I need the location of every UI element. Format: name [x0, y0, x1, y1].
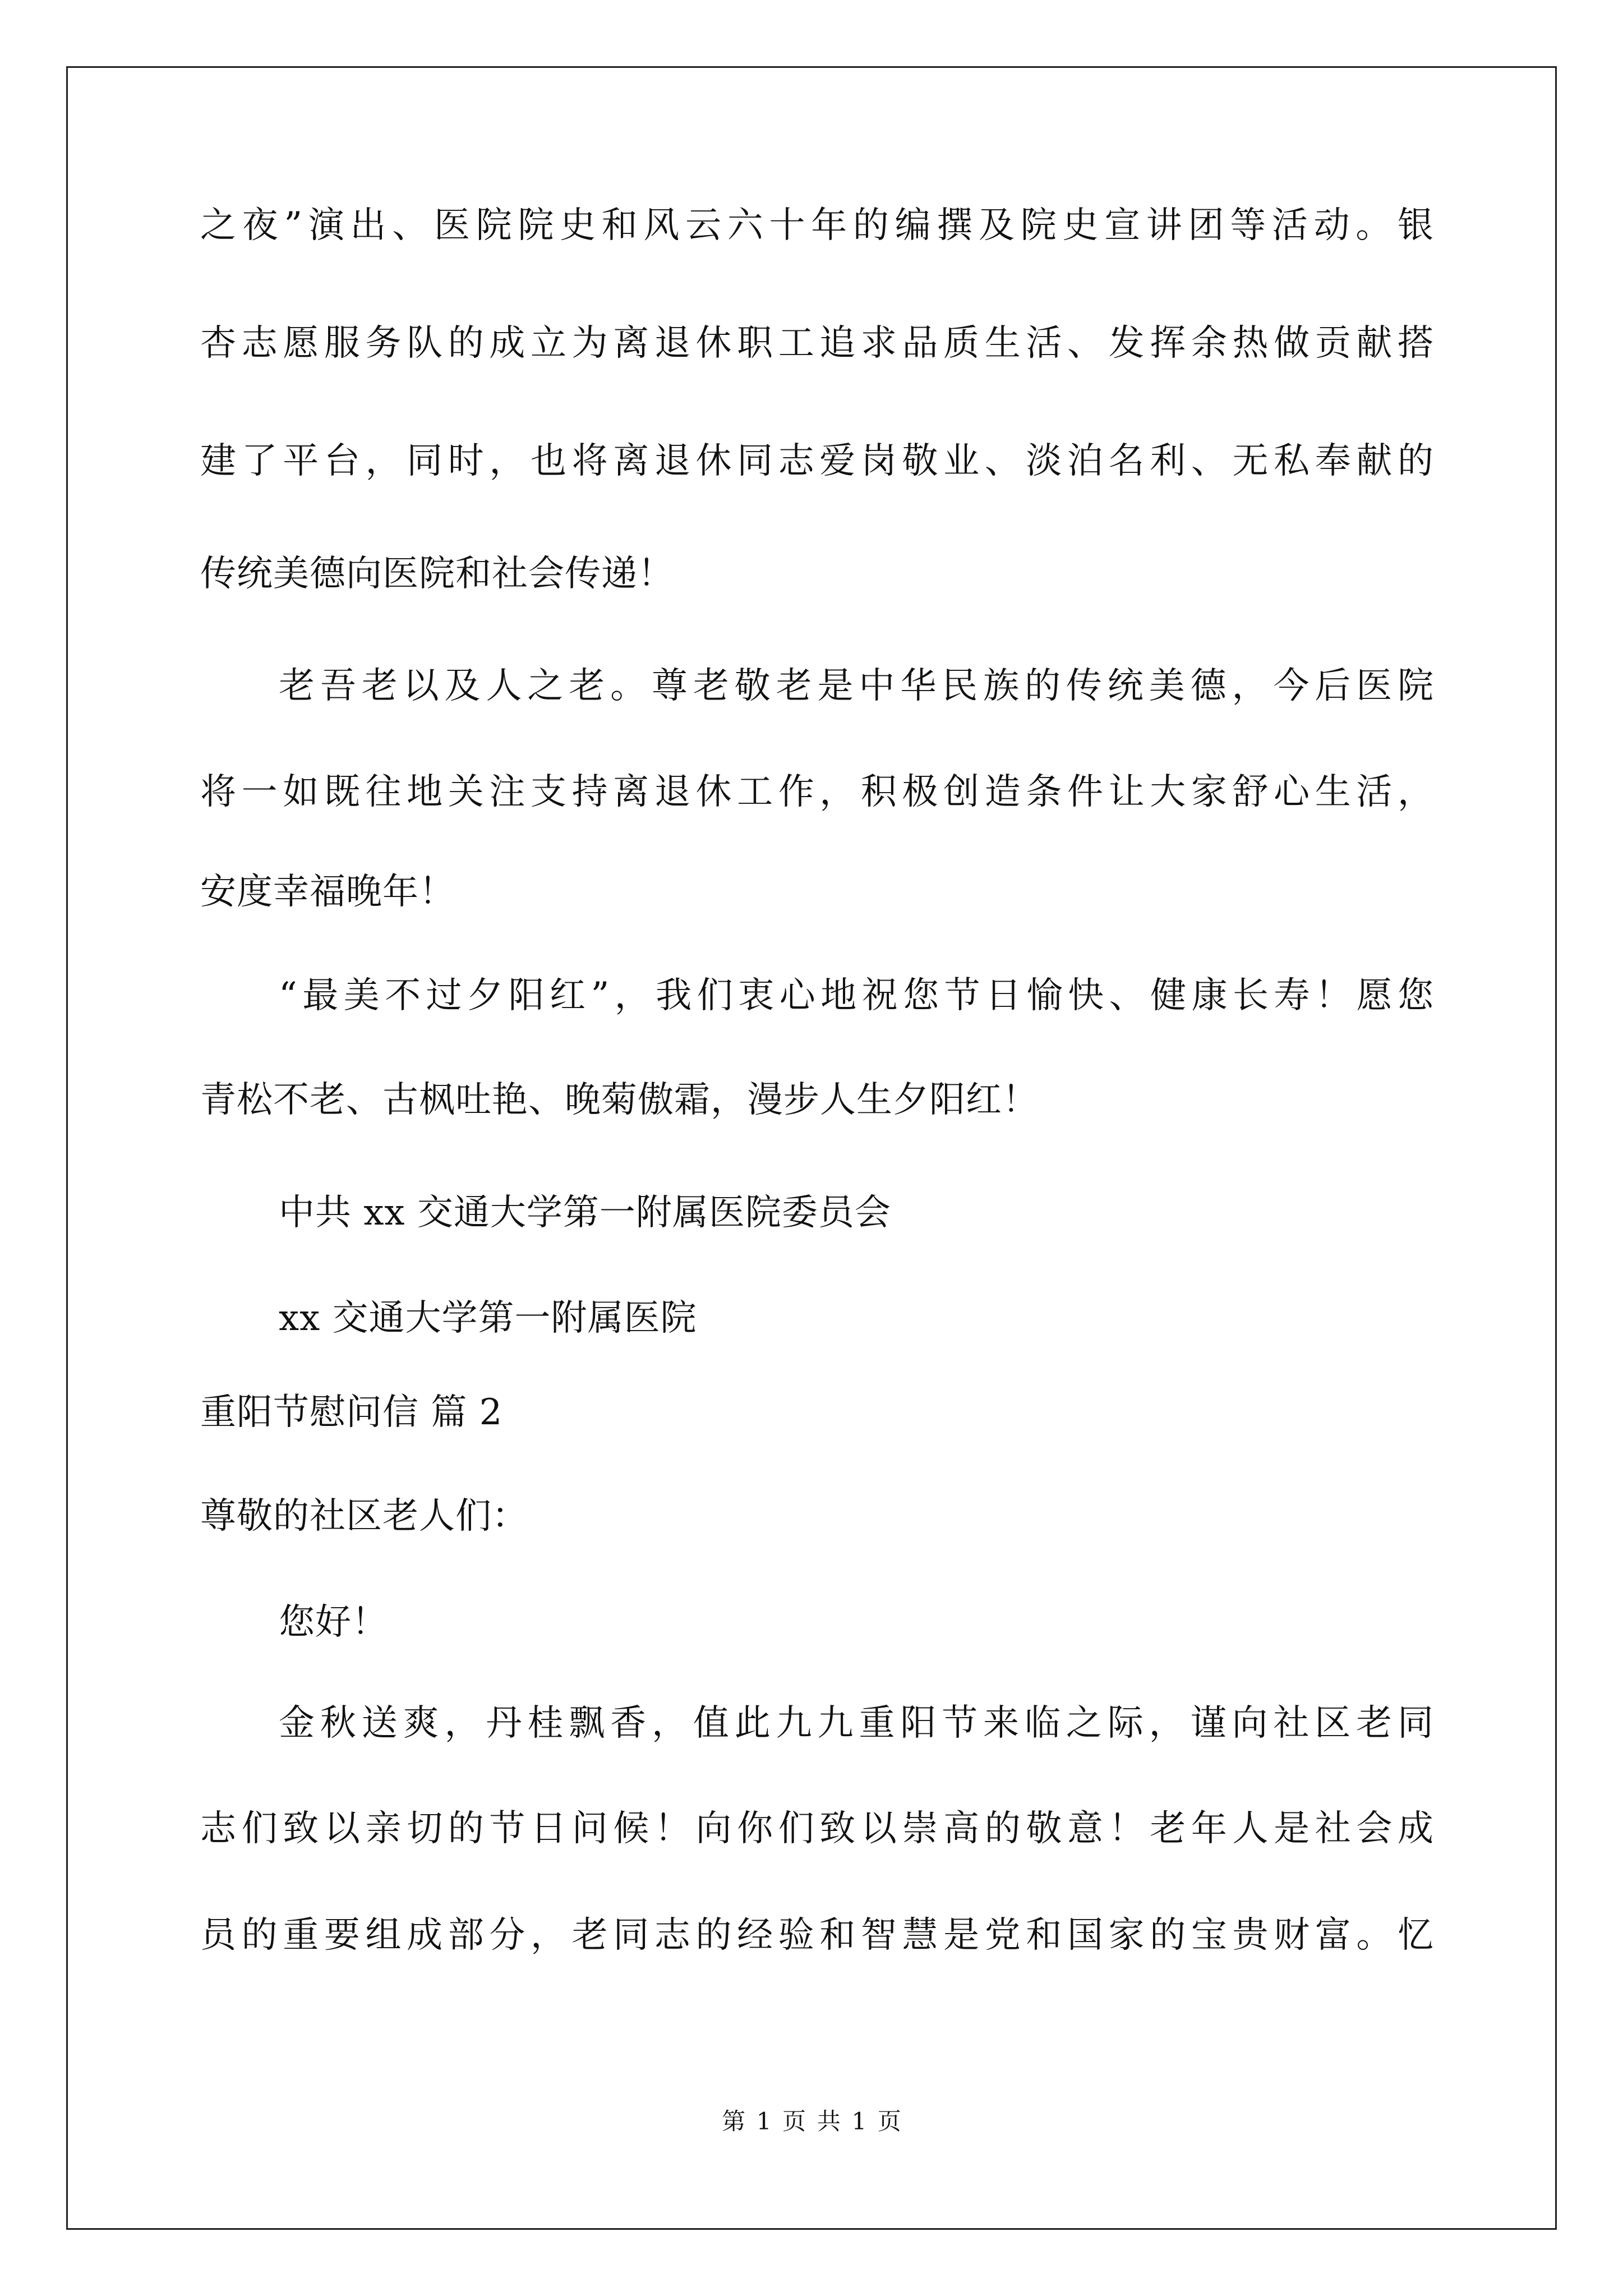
paragraph-line: 员的重要组成部分，老同志的经验和智慧是党和国家的宝贵财富。忆	[200, 1915, 1434, 1956]
signature-hospital: xx 交通大学第一附属医院	[279, 1297, 697, 1339]
paragraph-line: 青松不老、古枫吐艳、晚菊傲霜，漫步人生夕阳红！	[200, 1079, 1039, 1121]
greeting: 您好！	[279, 1602, 388, 1643]
page-border	[66, 66, 1557, 2230]
section-heading: 重阳节慰问信 篇 2	[200, 1392, 503, 1433]
paragraph-line: 老吾老以及人之老。尊老敬老是中华民族的传统美德，今后医院	[279, 665, 1434, 707]
paragraph-line: 将一如既往地关注支持离退休工作，积极创造条件让大家舒心生活，	[200, 771, 1434, 813]
paragraph-line: 建了平台，同时，也将离退休同志爱岗敬业、淡泊名利、无私奉献的	[200, 440, 1434, 482]
paragraph-line: 之夜”演出、医院院史和风云六十年的编撰及院史宣讲团等活动。银	[200, 205, 1434, 246]
paragraph-line: 志们致以亲切的节日问候！向你们致以崇高的敬意！老年人是社会成	[200, 1808, 1434, 1849]
paragraph-line: 金秋送爽，丹桂飘香，值此九九重阳节来临之际，谨向社区老同	[279, 1703, 1434, 1744]
paragraph-line: 杏志愿服务队的成立为离退休职工追求品质生活、发挥余热做贡献搭	[200, 323, 1434, 364]
page-footer: 第 1 页 共 1 页	[722, 2108, 901, 2135]
paragraph-line: 安度幸福晚年！	[200, 871, 455, 913]
signature-organization: 中共 xx 交通大学第一附属医院委员会	[279, 1192, 891, 1234]
paragraph-line: 传统美德向医院和社会传递！	[200, 553, 674, 595]
salutation: 尊敬的社区老人们：	[200, 1496, 528, 1537]
paragraph-line: “最美不过夕阳红”，我们衷心地祝您节日愉快、健康长寿！愿您	[279, 975, 1434, 1016]
